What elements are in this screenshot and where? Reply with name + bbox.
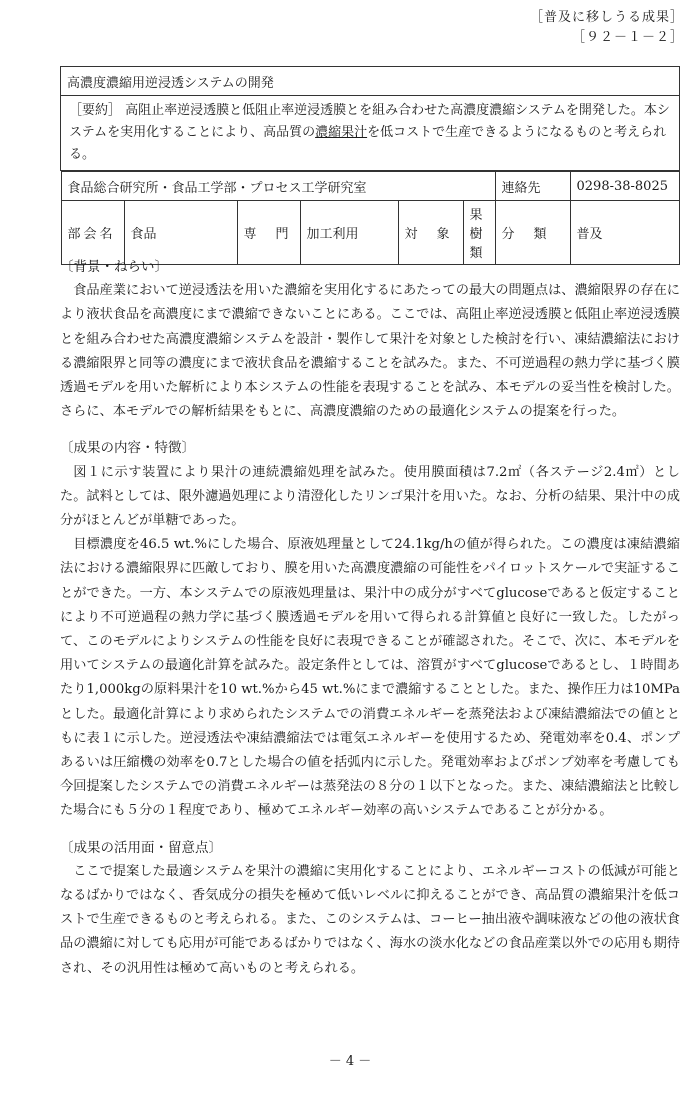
type-label: 分 類	[495, 201, 570, 265]
paragraph-results-2: 目標濃度を46.5 wt.%にした場合、原液処理量として24.1kg/hの値が得られた。この濃度は凍結濃縮法における濃縮限界に匹敵しており、膜を用いた高濃度濃縮の可能性をパイロットスケールで実証することができた。一方、本システムでの原液処理量は、果汁中の成分がすべてglucoseであると仮定することにより不可逆過程の熱力学に基づく膜透過モデルを用いて得られる計算値と良好に一致した。したがって、このモデルによりシステムの性能を良好に表現できることが確認された。そこで、次に、本モデルを用いてシステムの最適化計算を試みた。設定条件としては、溶質がすべてglucoseであるとし、１時間あたり1,000kgの原料果汁を10 wt.%から45 wt.%にまで濃縮することとした。また、操作圧力は10MPaとした。最適化計算により求められたシステムでの消費エネルギーを蒸発法および凍結濃縮法での値とともに表１に示した。逆浸透法や凍結濃縮法では電気エネルギーを使用するため、発電効率を0.4、ポンプあるいは圧縮機の効率を0.7とした場合の値を括弧内に示した。発電効率およびポンプ効率を考慮しても今回提案したシステムでの消費エネルギーは蒸発法の８分の１以下となった。また、凍結濃縮法と比較した場合にも５分の１程度であり、極めてエネルギー効率の高いシステムであることが分かる。	[60, 537, 680, 819]
summary-box	[61, 96, 680, 171]
heading-results: 〔成果の内容・特徴〕	[60, 440, 195, 457]
target-value: 果樹類	[463, 201, 495, 265]
report-header	[530, 8, 684, 48]
paragraph-background: 食品産業において逆浸透法を用いた濃縮を実用化するにあたっての最大の問題点は、濃縮限界の存在により液状食品を高濃度にまで濃縮できないことにある。ここでは、高阻止率逆浸透膜と低阻止率逆浸透膜とを組み合わせた高濃度濃縮システムを設計・製作して果汁を対象とした検討を行い、凍結濃縮法における濃縮限界と同等の濃度にまで液状食品を濃縮することを試みた。また、不可逆過程の熱力学に基づく膜透過モデルを用いた解析により本システムの性能を表現することを試み、本モデルの妥当性を検討した。さらに、本モデルでの解析結果をもとに、高濃度濃縮のための最適化システムの提案を行った。	[60, 283, 680, 420]
section-label: 部会名	[61, 201, 124, 265]
type-value: 普及	[570, 201, 679, 265]
section-value: 食品	[124, 201, 237, 265]
section-results	[60, 436, 680, 823]
heading-background: 〔背景・ねらい〕	[60, 259, 168, 275]
summary-text-underlined: 濃縮果汁	[315, 125, 368, 140]
contact-value: 0298-38-8025	[570, 172, 679, 201]
field-value: 加工利用	[300, 201, 398, 265]
contact-label: 連絡先	[495, 172, 570, 201]
summary-text-before: 高阻止率逆浸透膜と低阻止率逆浸透膜とを組み合わせた高濃度濃縮システムを開発した。本システムを実用化することにより、高品質の	[69, 103, 670, 140]
summary-label: ［要約］	[69, 103, 122, 118]
section-applications	[60, 836, 680, 981]
report-code: ［９２－１－２］	[571, 30, 684, 45]
summary-text-after: を低コストで生産できるようになるものと考えられる。	[69, 125, 667, 162]
org-table	[61, 171, 680, 265]
field-label: 専 門	[237, 201, 300, 265]
summary-frame	[60, 66, 680, 265]
report-category: ［普及に移しうる成果］	[529, 10, 684, 25]
paragraph-results-1: 図１に示す装置により果汁の連続濃縮処理を試みた。使用膜面積は7.2㎡（各ステージ2.4㎡）とした。試料としては、限外濾過処理により清澄化したリンゴ果汁を用いた。なお、分析の結果、果汁中の成分がほとんどが単糖であった。	[60, 464, 680, 529]
body-content	[60, 255, 680, 993]
page-title: 高濃度濃縮用逆浸透システムの開発	[61, 67, 680, 96]
institute-name: 食品総合研究所・食品工学部・プロセス工学研究室	[61, 172, 495, 201]
page-number: － 4 －	[328, 1054, 372, 1069]
heading-applications: 〔成果の活用面・留意点〕	[60, 839, 222, 856]
section-background	[60, 255, 680, 424]
target-label: 対 象	[398, 201, 463, 265]
paragraph-applications: ここで提案した最適システムを果汁の濃縮に実用化することにより、エネルギーコストの低減が可能となるばかりではなく、香気成分の損失を極めて低いレベルに抑えることができ、高品質の濃縮果汁を低コストで生産できるものと考えられる。また、このシステムは、コーヒー抽出液や調味液などの他の液状食品の濃縮に対しても応用が可能であるばかりではなく、海水の淡水化などの食品産業以外での応用も期待され、その汎用性は極めて高いものと考えられる。	[60, 863, 680, 976]
